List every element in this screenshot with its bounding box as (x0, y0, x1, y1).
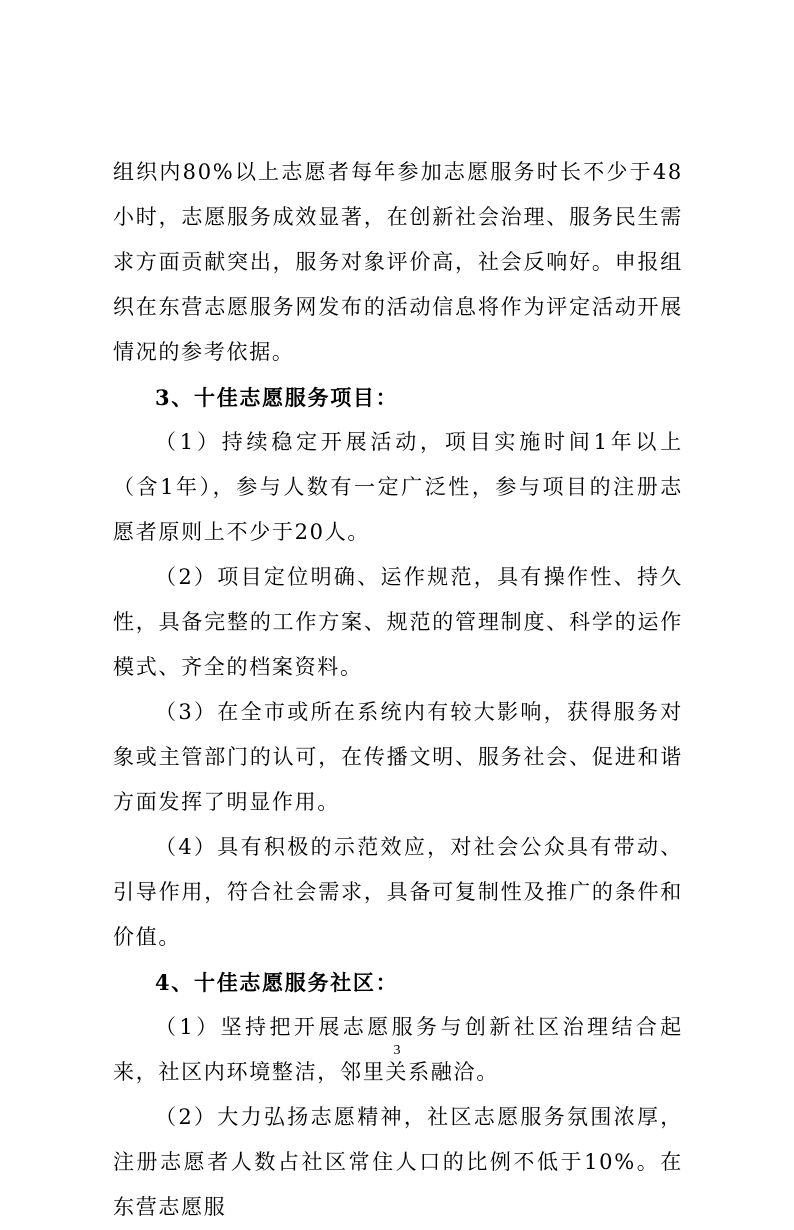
section-heading-top-ten-projects: 3、十佳志愿服务项目： (155, 385, 399, 410)
page-number: 3 (393, 1043, 401, 1058)
paragraph-continuation: 组织内80%以上志愿者每年参加志愿服务时长不少于48小时，志愿服务成效显著，在创新社会治理、服务民生需求方面贡献突出，服务对象评价高，社会反响好。申报组织在东营志愿服务网发布的活动信息将作为评定活动开展情况的参考依据。 (113, 160, 683, 364)
body-text (113, 150, 683, 1230)
project-criterion-2: （2）项目定位明确、运作规范，具有操作性、持久性，具备完整的工作方案、规范的管理制度、科学的运作模式、齐全的档案资料。 (113, 565, 683, 679)
project-criterion-1: （1）持续稳定开展活动，项目实施时间1年以上（含1年），参与人数有一定广泛性，参与项目的注册志愿者原则上不少于20人。 (113, 430, 683, 544)
community-criterion-1: （1）坚持把开展志愿服务与创新社区治理结合起来，社区内环境整洁，邻里关系融洽。 (113, 1015, 683, 1084)
project-criterion-3: （3）在全市或所在系统内有较大影响，获得服务对象或主管部门的认可，在传播文明、服务社会、促进和谐方面发挥了明显作用。 (113, 700, 683, 814)
section-heading-top-ten-communities: 4、十佳志愿服务社区： (155, 970, 399, 995)
community-criterion-2: （2）大力弘扬志愿精神，社区志愿服务氛围浓厚，注册志愿者人数占社区常住人口的比例不低于10%。在东营志愿服 (113, 1105, 683, 1219)
project-criterion-4: （4）具有积极的示范效应，对社会公众具有带动、引导作用，符合社会需求，具备可复制性及推广的条件和价值。 (113, 835, 683, 949)
